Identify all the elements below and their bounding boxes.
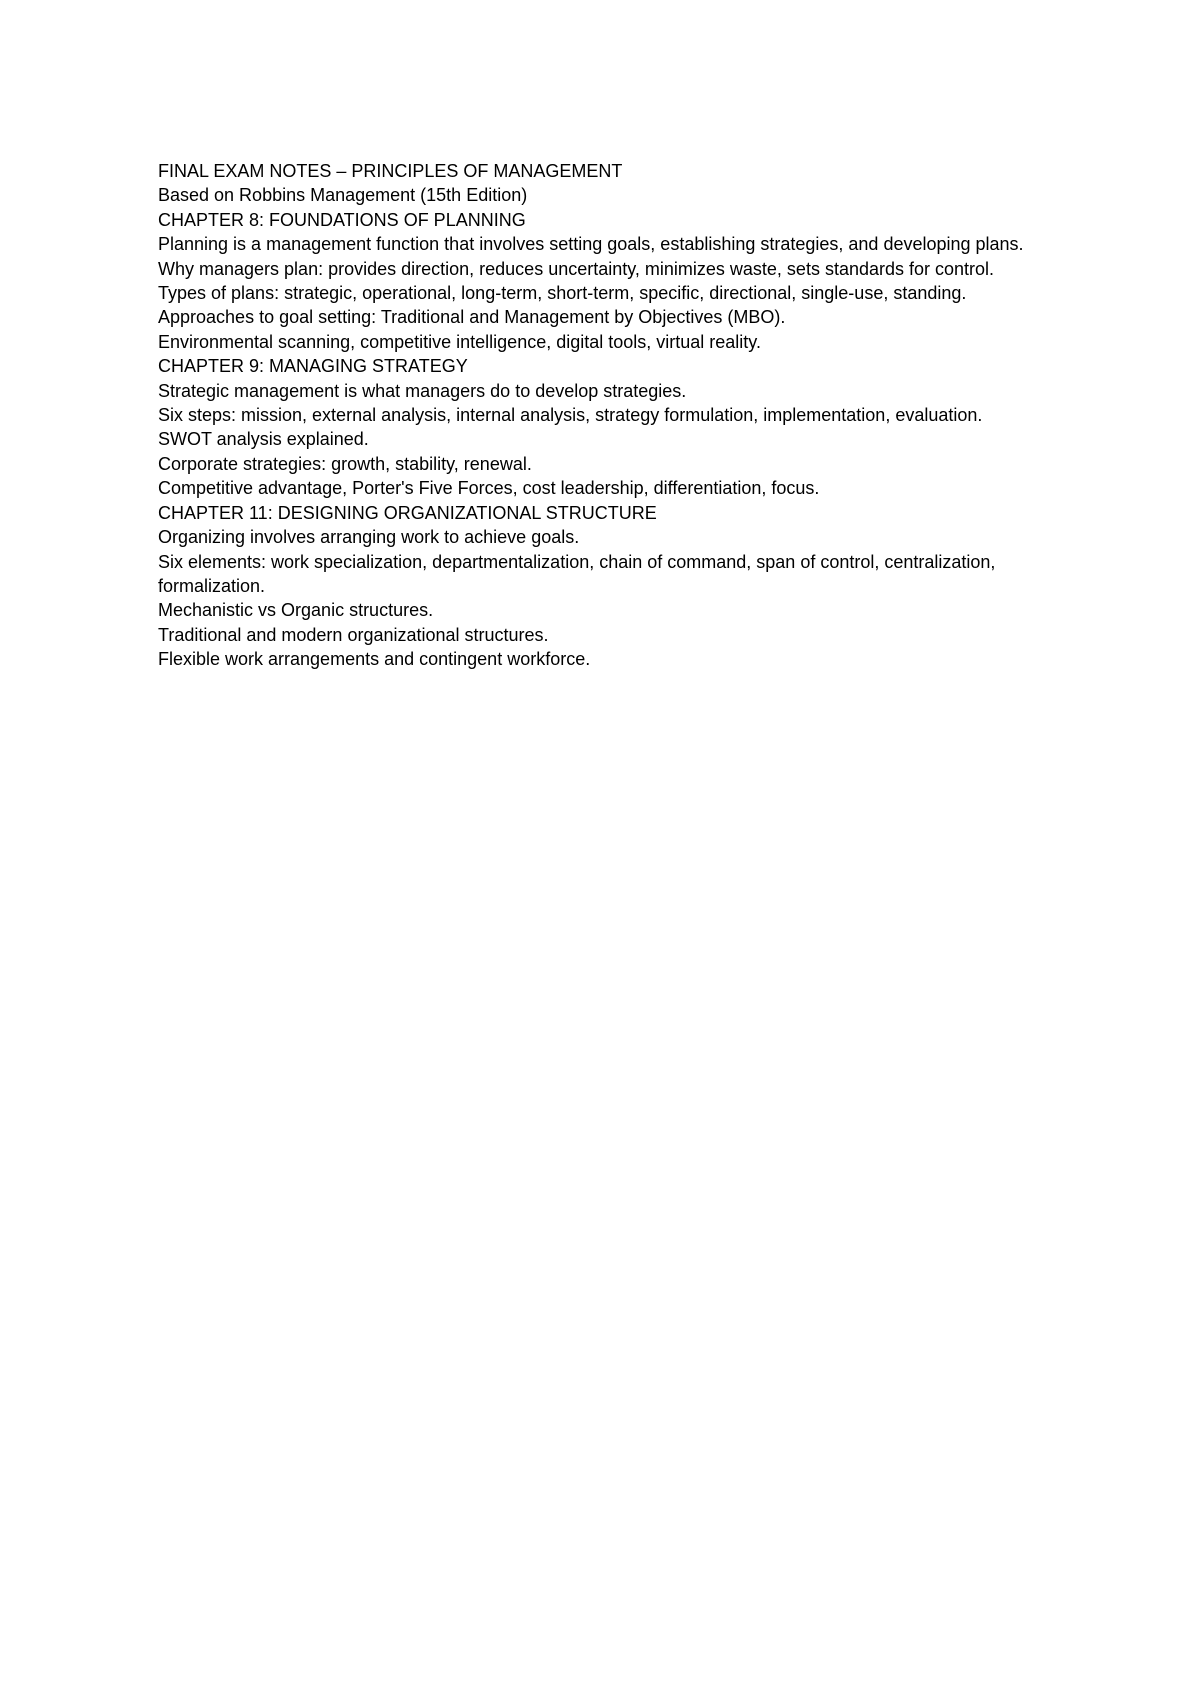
paragraph: Environmental scanning, competitive intelligence, digital tools, virtual reality.	[158, 331, 761, 352]
paragraph: Mechanistic vs Organic structures.	[158, 600, 434, 621]
chapter-heading: CHAPTER 11: DESIGNING ORGANIZATIONAL STRUCTURE	[158, 502, 657, 523]
document-body	[158, 159, 1048, 672]
paragraph: Types of plans: strategic, operational, long-term, short-term, specific, directional, single-use, standing.	[158, 283, 967, 304]
paragraph: Approaches to goal setting: Traditional and Management by Objectives (MBO).	[158, 307, 786, 328]
document-subtitle: Based on Robbins Management (15th Edition)	[158, 185, 528, 206]
paragraph: SWOT analysis explained.	[158, 429, 369, 450]
chapter-heading: CHAPTER 8: FOUNDATIONS OF PLANNING	[158, 209, 526, 230]
paragraph: Why managers plan: provides direction, reduces uncertainty, minimizes waste, sets standards for control.	[158, 258, 995, 279]
paragraph: Traditional and modern organizational structures.	[158, 624, 549, 645]
paragraph: Organizing involves arranging work to achieve goals.	[158, 527, 580, 548]
document-title: FINAL EXAM NOTES – PRINCIPLES OF MANAGEMENT	[158, 161, 623, 181]
paragraph: Competitive advantage, Porter's Five Forces, cost leadership, differentiation, focus.	[158, 478, 820, 499]
paragraph: Corporate strategies: growth, stability, renewal.	[158, 453, 532, 474]
paragraph: Strategic management is what managers do to develop strategies.	[158, 380, 687, 401]
paragraph: Planning is a management function that involves setting goals, establishing strategies, and developing plans.	[158, 234, 1024, 255]
chapter-heading: CHAPTER 9: MANAGING STRATEGY	[158, 356, 468, 377]
paragraph: Six steps: mission, external analysis, internal analysis, strategy formulation, implementation, evaluation.	[158, 405, 983, 426]
paragraph: Flexible work arrangements and contingent workforce.	[158, 649, 591, 670]
paragraph: Six elements: work specialization, departmentalization, chain of command, span of control, centralization, formalization.	[158, 551, 996, 596]
